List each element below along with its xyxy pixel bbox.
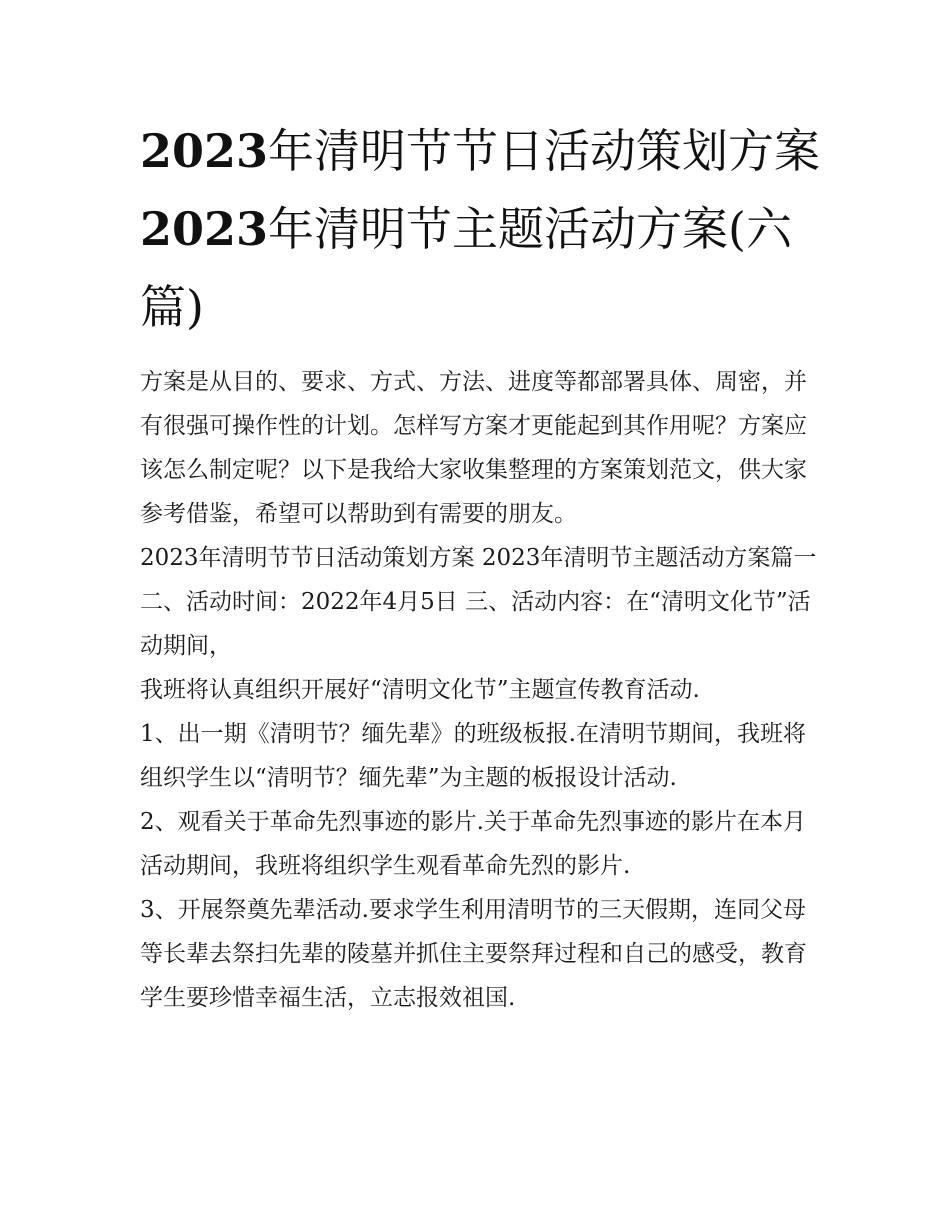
intro-paragraph: 方案是从目的、要求、方式、方法、进度等都部署具体、周密，并有很强可操作性的计划。怎样写方案才更能起到其作用呢？方案应该怎么制定呢？以下是我给大家收集整理的方案策划范文，供大家参考借鉴，希望可以帮助到有需要的朋友。 xyxy=(140,369,807,527)
item-paragraph-3: 3、开展祭奠先辈活动.要求学生利用清明节的三天假期，连同父母等长辈去祭扫先辈的陵墓并抓住主要祭拜过程和自己的感受，教育学生要珍惜幸福生活，立志报效祖国. xyxy=(140,897,807,1011)
item-paragraph-2: 2、观看关于革命先烈事迹的影片.关于革命先烈事迹的影片在本月活动期间，我班将组织学生观看革命先烈的影片. xyxy=(140,809,806,879)
title-year-2: 2023 xyxy=(140,202,269,256)
title-text-2: 年清明节主题活动方案(六篇) xyxy=(140,202,792,334)
heading-paragraph: 2023年清明节节日活动策划方案 2023年清明节主题活动方案篇一 二、活动时间：2022年4月5日 三、活动内容：在“清明文化节”活动期间， xyxy=(140,545,817,659)
document-body xyxy=(140,360,820,1020)
document-title xyxy=(140,112,830,346)
item-paragraph-1: 1、出一期《清明节？缅先辈》的班级板报.在清明节期间，我班将组织学生以“清明节？缅先辈”为主题的板报设计活动. xyxy=(140,721,806,791)
title-text-1: 年清明节节日活动策划方案 xyxy=(268,124,821,178)
title-year-1: 2023 xyxy=(140,124,269,178)
body-paragraph: 我班将认真组织开展好“清明文化节”主题宣传教育活动. xyxy=(140,677,700,703)
